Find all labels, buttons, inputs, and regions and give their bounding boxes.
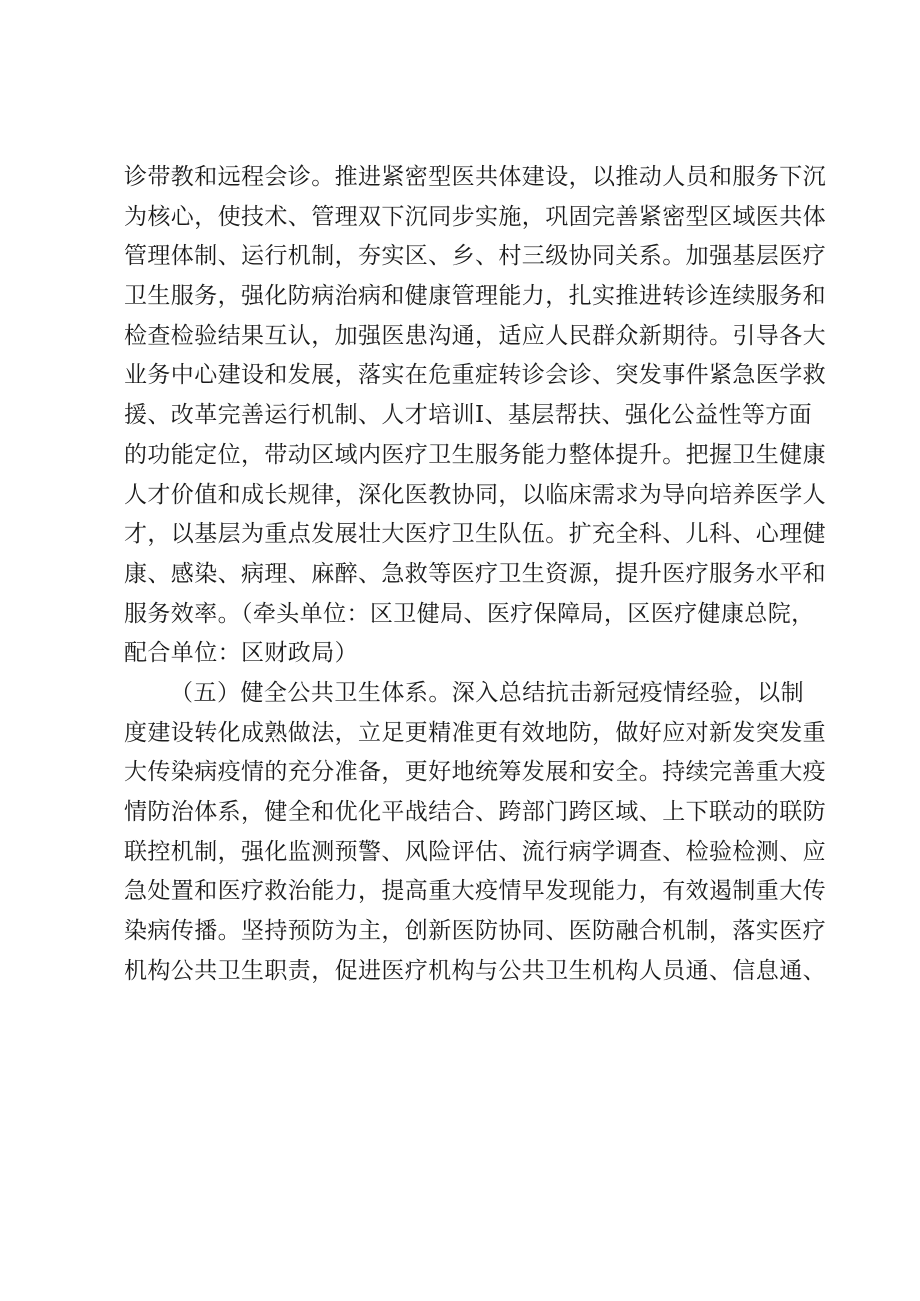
text-line: 卫生服务，强化防病治病和健康管理能力，扎实推进转诊连续服务和	[124, 283, 826, 310]
text-line: 联控机制，强化监测预警、风险评估、流行病学调查、检验检测、应	[124, 838, 826, 865]
text-line: 服务效率。（牵头单位：区卫健局、医疗保障局，区医疗健康总院，	[124, 600, 815, 627]
text-line: 援、改革完善运行机制、人才培训I、基层帮扶、强化公益性等方面	[124, 402, 813, 429]
text-line: 急处置和医疗救治能力，提高重大疫情早发现能力，有效遏制重大传	[124, 878, 826, 905]
text-line: 检查检验结果互认，加强医患沟通，适应人民群众新期待。引导各大	[124, 322, 826, 349]
text-line: 情防治体系，健全和优化平战结合、跨部门跨区域、上下联动的联防	[124, 799, 826, 825]
text-line: 度建设转化成熟做法，立足更精准更有效地防，做好应对新发突发重	[124, 719, 826, 746]
text-line: 业务中心建设和发展，落实在危重症转诊会诊、突发事件紧急医学救	[124, 362, 826, 389]
text-line: 管理体制、运行机制，夯实区、乡、村三级协同关系。加强基层医疗	[124, 243, 826, 270]
paragraph-1	[124, 158, 826, 674]
text-line: 大传染病疫情的充分准备，更好地统筹发展和安全。持续完善重大疫	[124, 759, 826, 786]
paragraph-2	[124, 674, 826, 992]
document-body	[124, 158, 826, 991]
section-heading-line: （五）健全公共卫生体系。深入总结抗击新冠疫情经验，以制	[170, 679, 804, 706]
text-line: 配合单位：区财政局）	[124, 640, 358, 667]
text-line: 才，以基层为重点发展壮大医疗卫生队伍。扩充全科、儿科、心理健	[124, 521, 826, 548]
text-line: 染病传播。坚持预防为主，创新医防协同、医防融合机制，落实医疗	[124, 918, 826, 945]
text-line: 的功能定位，带动区域内医疗卫生服务能力整体提升。把握卫生健康	[124, 441, 826, 468]
text-line: 为核心，使技术、管理双下沉同步实施，巩固完善紧密型区域医共体	[124, 203, 826, 230]
text-line: 诊带教和远程会诊。推进紧密型医共体建设，以推动人员和服务下沉	[124, 164, 826, 190]
text-line: 康、感染、病理、麻醉、急救等医疗卫生资源，提升医疗服务水平和	[124, 560, 826, 587]
text-line: 人才价值和成长规律，深化医教协同，以临床需求为导向培养医学人	[124, 481, 826, 508]
text-line: 机构公共卫生职责，促进医疗机构与公共卫生机构人员通、信息通、	[124, 957, 826, 984]
